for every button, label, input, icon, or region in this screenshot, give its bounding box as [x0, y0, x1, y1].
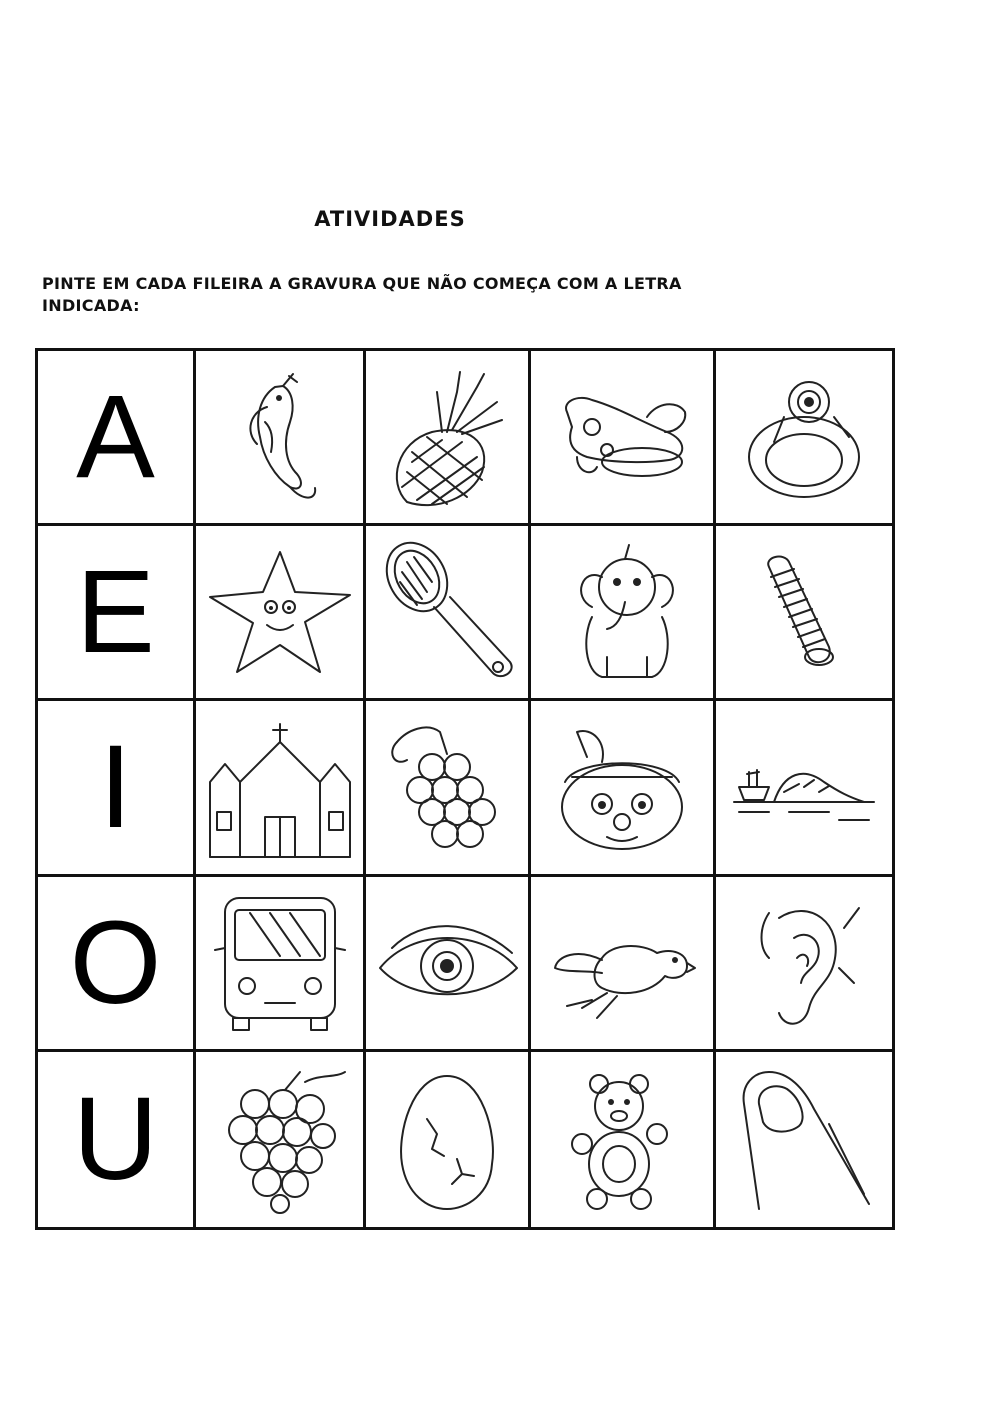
page-title: ATIVIDADES: [314, 207, 466, 231]
row-a-picture-3[interactable]: [531, 351, 716, 526]
letter-u: U: [72, 1073, 159, 1206]
spring-icon: [729, 537, 879, 687]
letter-o: O: [69, 896, 162, 1029]
egg-icon: [372, 1064, 522, 1214]
ring-icon: [729, 362, 879, 512]
church-icon: [205, 712, 355, 862]
grapes-bunch-icon: [205, 1064, 355, 1214]
bear-icon: [547, 1064, 697, 1214]
letter-i: I: [99, 721, 132, 854]
row-a-picture-4[interactable]: [716, 351, 892, 526]
eye-icon: [372, 888, 522, 1038]
row-i-picture-3[interactable]: [531, 701, 716, 876]
row-u-picture-4[interactable]: [716, 1052, 892, 1227]
row-u-picture-1[interactable]: [196, 1052, 366, 1227]
airplane-icon: [547, 362, 697, 512]
bus-icon: [205, 888, 355, 1038]
row-i-picture-4[interactable]: [716, 701, 892, 876]
row-u-letter-cell: [38, 1052, 196, 1227]
star-icon: [205, 537, 355, 687]
pineapple-icon: [372, 362, 522, 512]
row-o-picture-1[interactable]: [196, 877, 366, 1052]
row-o-picture-2[interactable]: [366, 877, 531, 1052]
grapes-icon: [372, 712, 522, 862]
row-a-picture-1[interactable]: [196, 351, 366, 526]
row-u-picture-3[interactable]: [531, 1052, 716, 1227]
row-u-picture-2[interactable]: [366, 1052, 531, 1227]
row-e-picture-2[interactable]: [366, 526, 531, 701]
row-o-picture-4[interactable]: [716, 877, 892, 1052]
elephant-icon: [547, 537, 697, 687]
row-e-letter-cell: [38, 526, 196, 701]
row-a-letter-cell: [38, 351, 196, 526]
instruction-text: [42, 273, 842, 317]
row-e-picture-3[interactable]: [531, 526, 716, 701]
activity-grid: [35, 348, 895, 1230]
row-e-picture-1[interactable]: [196, 526, 366, 701]
hummingbird-icon: [205, 362, 355, 512]
row-a-picture-2[interactable]: [366, 351, 531, 526]
instruction-line-1: PINTE EM CADA FILEIRA A GRAVURA QUE NÃO COMEÇA COM A LETRA: [42, 274, 682, 293]
row-i-picture-2[interactable]: [366, 701, 531, 876]
fingernail-icon: [729, 1064, 879, 1214]
row-e-picture-4[interactable]: [716, 526, 892, 701]
row-o-picture-3[interactable]: [531, 877, 716, 1052]
row-i-picture-1[interactable]: [196, 701, 366, 876]
island-icon: [729, 712, 879, 862]
letter-e: E: [76, 546, 155, 679]
indian-icon: [547, 712, 697, 862]
brush-icon: [372, 537, 522, 687]
bird-icon: [547, 888, 697, 1038]
instruction-line-2: INDICADA:: [42, 296, 140, 315]
letter-a: A: [76, 371, 155, 504]
row-i-letter-cell: [38, 701, 196, 876]
ear-icon: [729, 888, 879, 1038]
row-o-letter-cell: [38, 877, 196, 1052]
